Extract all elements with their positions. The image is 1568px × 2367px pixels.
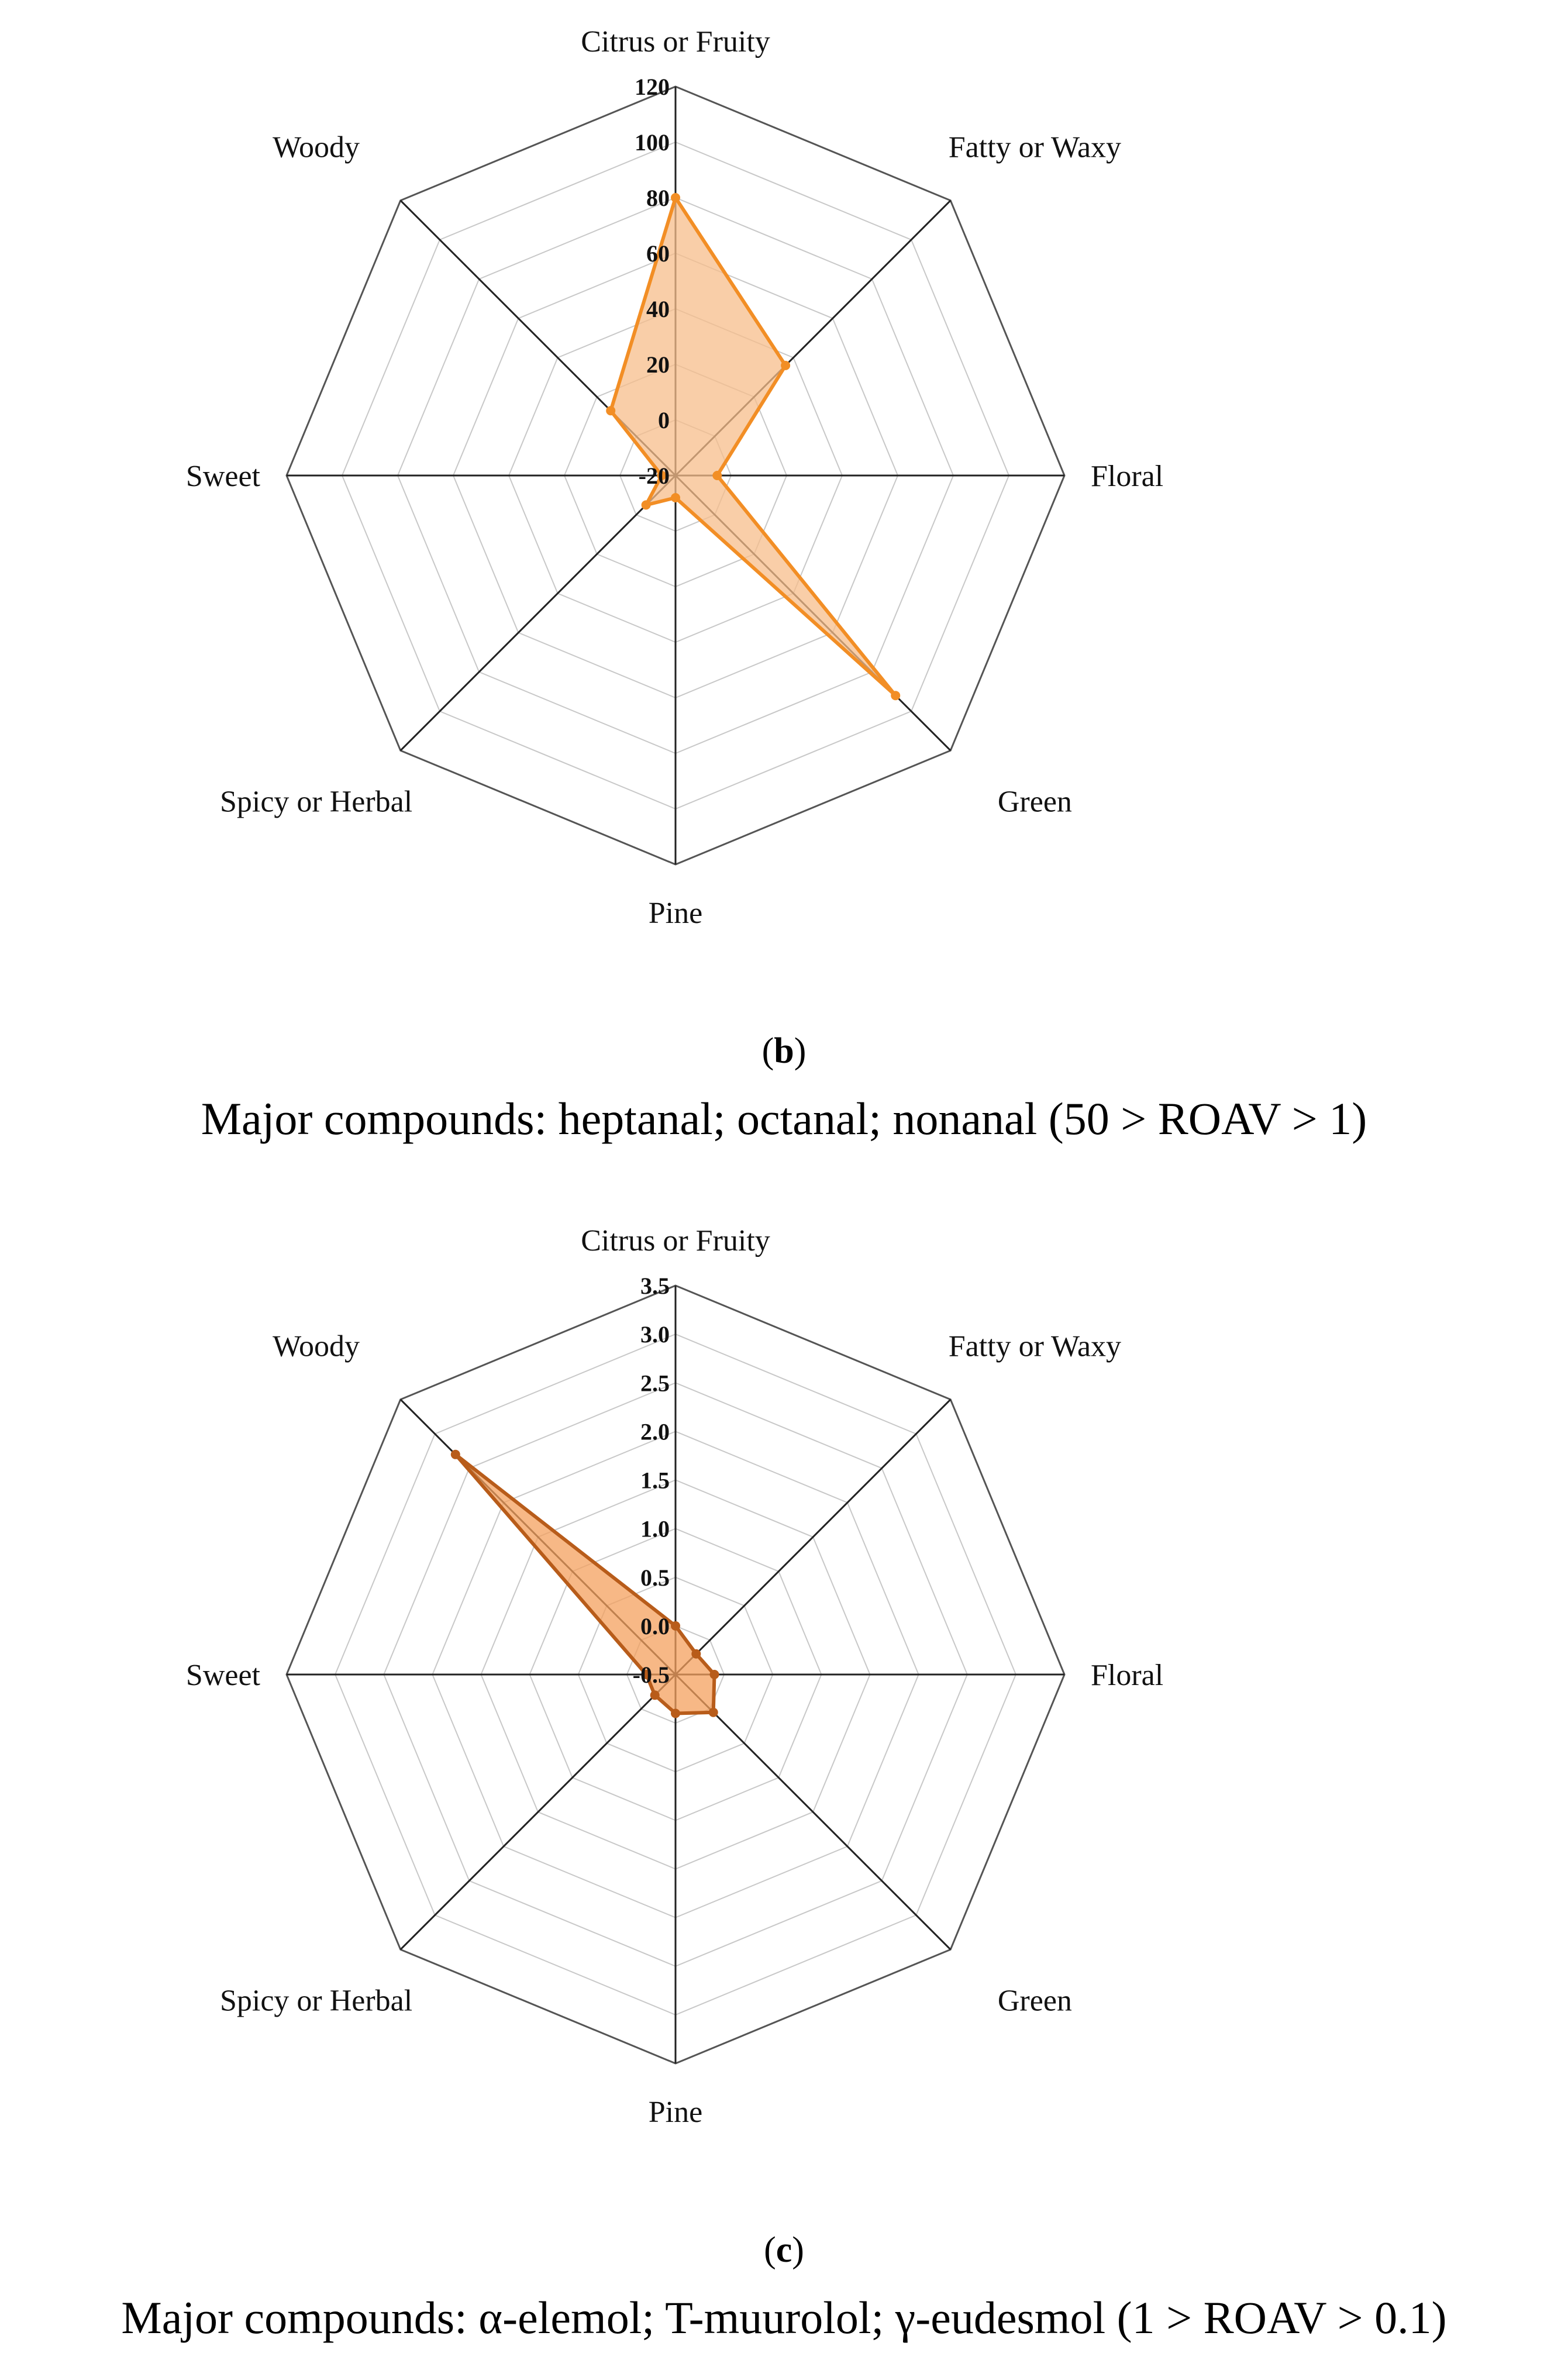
axis-label-sweet: Sweet	[185, 460, 260, 493]
caption-c: Major compounds: α-elemol; T-muurolol; γ-eudesmol (1 > ROAV > 0.1)	[121, 2292, 1447, 2343]
axis-spoke	[676, 1400, 950, 1675]
axis-label-sweet: Sweet	[185, 1659, 260, 1692]
axis-label-spicy-or-herbal: Spicy or Herbal	[219, 1984, 413, 2018]
tick-label: 3.5	[640, 1273, 670, 1299]
data-point-spicy-or-herbal	[650, 1690, 660, 1700]
data-point-fatty-or-waxy	[781, 361, 790, 370]
tick-label: 100	[635, 129, 670, 156]
axis-label-pine: Pine	[648, 2096, 703, 2129]
panel-label-c: (c)	[764, 2230, 804, 2270]
radar-chart-c	[186, 1224, 1163, 2129]
caption-b: Major compounds: heptanal; octanal; nonanal (50 > ROAV > 1)	[201, 1093, 1367, 1144]
data-point-pine	[671, 493, 680, 502]
tick-label: 20	[646, 352, 670, 378]
axis-label-floral: Floral	[1091, 460, 1164, 493]
axis-label-woody: Woody	[273, 1329, 360, 1363]
tick-label: 120	[635, 74, 670, 100]
axis-label-fatty-or-waxy: Fatty or Waxy	[948, 1329, 1122, 1363]
tick-label: 0.5	[640, 1564, 670, 1591]
axis-label-floral: Floral	[1091, 1659, 1164, 1692]
tick-label: 1.5	[640, 1467, 670, 1494]
panel-letter-c: c	[776, 2230, 792, 2270]
axis-label-citrus-or-fruity: Citrus or Fruity	[581, 1224, 770, 1257]
data-point-fatty-or-waxy	[691, 1649, 701, 1659]
tick-label: 1.0	[640, 1515, 670, 1542]
axis-spoke	[401, 476, 676, 750]
axis-label-citrus-or-fruity: Citrus or Fruity	[581, 25, 770, 58]
tick-label: 80	[646, 185, 670, 211]
series-area	[611, 198, 895, 695]
data-point-floral	[712, 471, 722, 480]
axis-label-green: Green	[997, 785, 1072, 819]
tick-label: 2.0	[640, 1418, 670, 1445]
panel-letter-b: b	[774, 1031, 794, 1071]
tick-label: 0.0	[640, 1613, 670, 1639]
tick-label: 3.0	[640, 1321, 670, 1348]
data-point-citrus-or-fruity	[671, 193, 680, 202]
tick-label: 2.5	[640, 1370, 670, 1397]
tick-label: -0.5	[632, 1662, 670, 1688]
tick-label: -20	[638, 463, 670, 489]
axis-spoke	[676, 1675, 950, 1949]
data-point-green	[891, 691, 900, 700]
tick-label: 60	[646, 240, 670, 267]
data-point-woody	[451, 1450, 460, 1459]
data-point-spicy-or-herbal	[642, 500, 651, 509]
axis-label-fatty-or-waxy: Fatty or Waxy	[948, 130, 1122, 164]
data-point-green	[709, 1708, 718, 1717]
data-point-citrus-or-fruity	[671, 1621, 680, 1631]
axis-label-woody: Woody	[273, 130, 360, 164]
axis-spoke	[401, 1675, 676, 1949]
tick-label: 0	[658, 407, 670, 433]
axis-label-pine: Pine	[648, 897, 703, 930]
data-point-floral	[710, 1670, 719, 1679]
panel-label-b: (b)	[761, 1031, 807, 1071]
axis-label-green: Green	[997, 1984, 1072, 2018]
radar-chart-b	[186, 25, 1163, 930]
tick-label: 40	[646, 296, 670, 322]
axis-label-spicy-or-herbal: Spicy or Herbal	[219, 785, 413, 819]
data-point-woody	[606, 406, 615, 415]
data-point-pine	[671, 1709, 680, 1718]
